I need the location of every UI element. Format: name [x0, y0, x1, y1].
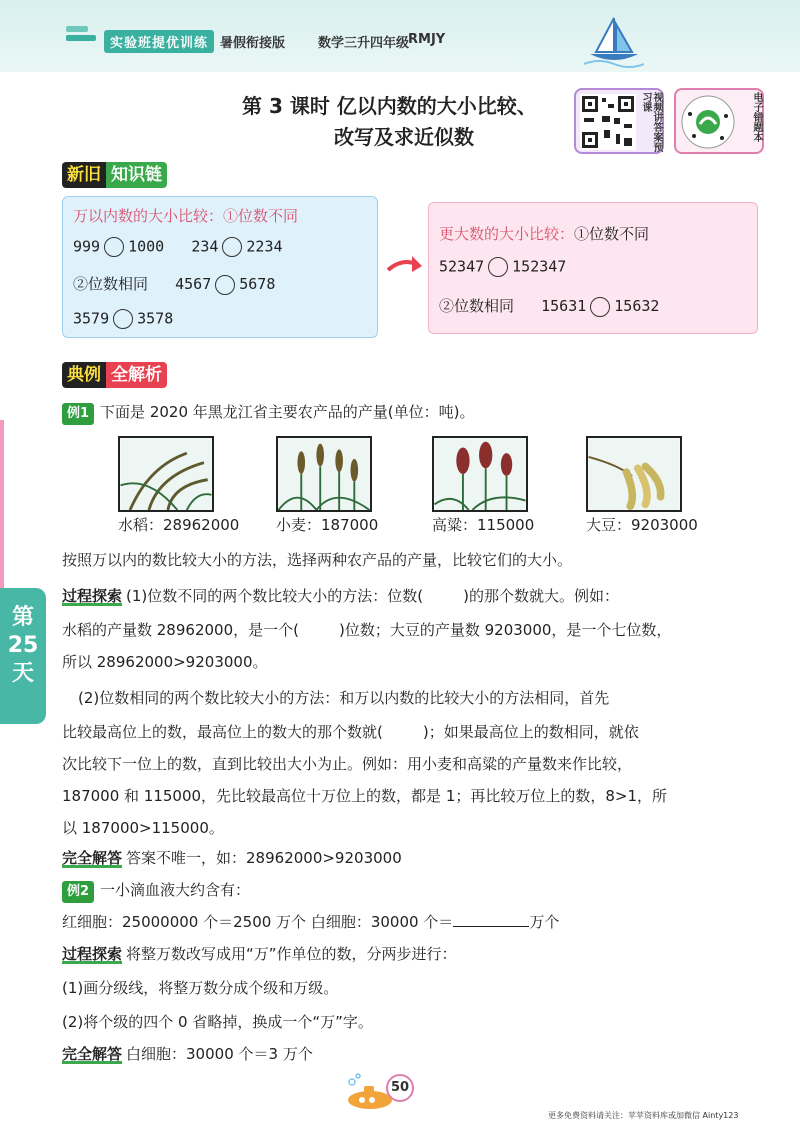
brand-logo-icon: [64, 20, 104, 48]
page-number: 50: [386, 1074, 414, 1102]
number: 234: [191, 237, 219, 256]
example1-question: 按照万以内的数比较大小的方法，选择两种农产品的产量，比较它们的大小。: [62, 551, 573, 569]
example2-step-2: (2)将个级的四个 0 省略掉，换成一个“万”字。: [62, 1013, 373, 1031]
text: 万个: [529, 913, 560, 931]
new-knowledge-box: [428, 202, 758, 334]
row-heading: ②位数相同: [73, 275, 149, 293]
compare-row: [439, 295, 659, 317]
example2-cells-line: [62, 912, 559, 932]
crop-label: 大豆：9203000: [586, 516, 698, 534]
answer-tag: 完全解答: [62, 849, 123, 867]
rice-picture: [118, 436, 214, 512]
compare-circle[interactable]: [113, 309, 133, 329]
sailboat-icon: [584, 14, 644, 68]
number: 3579: [73, 309, 110, 328]
mini-program-code-icon: [680, 94, 736, 150]
side-decor-line: [0, 420, 4, 600]
series-name: 暑假衔接版: [220, 36, 286, 51]
day-tab-line: 第: [11, 605, 34, 630]
qr-label: 视频讲答案预习课: [640, 92, 662, 152]
example2-step-1: (1)画分级线，将整万数分成个级和万级。: [62, 979, 339, 997]
box-heading-row: [439, 223, 649, 244]
old-knowledge-box: [62, 196, 378, 338]
explore-p2-line-4: 187000 和 115000，先比较最高位十万位上的数，都是 1；再比较万位上的数，8>1，所: [62, 787, 668, 805]
box-heading: 更大数的大小比较：: [439, 225, 575, 243]
example1-intro-line: [62, 402, 474, 425]
number: 52347: [439, 257, 485, 276]
qr-code-icon: [580, 94, 636, 150]
number: 1000: [128, 237, 165, 256]
number: 4567: [175, 275, 212, 293]
soybean-picture: [586, 436, 682, 512]
crop-label: 高粱：115000: [432, 516, 535, 534]
explore-p2-line-2: [62, 722, 639, 742]
grade-name: 数学三升四年级: [318, 36, 410, 51]
qr-label: 电子错题本: [751, 92, 762, 142]
number: 3578: [137, 309, 174, 328]
number: 15632: [614, 297, 660, 315]
rice-illustration-icon: [120, 438, 212, 510]
example-intro: 一小滴血液大约含有：: [100, 881, 251, 899]
day-tab-line: 天: [11, 661, 34, 686]
explore-tag: 过程探索: [62, 587, 123, 605]
number: 15631: [541, 297, 587, 315]
example1-answer-line: [62, 848, 402, 868]
text: )；如果最高位上的数相同，就依: [422, 723, 639, 741]
explore-p2-line-1: (2)位数相同的两个数比较大小的方法：和万以内数的比较大小的方法相同，首先: [78, 689, 610, 707]
video-qr-card[interactable]: [574, 88, 664, 154]
row-heading: ②位数相同: [439, 297, 515, 315]
footer-note: 更多免费资料请关注：苹苹资料库或加微信 Ainty123: [548, 1111, 739, 1120]
number: 2234: [246, 237, 283, 256]
badge-part: 全解析: [106, 362, 167, 388]
compare-row: [73, 309, 173, 329]
example-intro: 下面是 2020 年黑龙江省主要农产品的产量(单位：吨)。: [100, 403, 475, 421]
compare-circle[interactable]: [488, 257, 508, 277]
text: (1)位数不同的两个数比较大小的方法：位数(: [126, 587, 424, 605]
lesson-title: 第 3 课时 亿以内数的大小比较、: [242, 94, 537, 118]
explore-line-1: [62, 586, 619, 606]
compare-circle[interactable]: [104, 237, 124, 257]
crop-label: 水稻：28962000: [118, 516, 240, 534]
text: 红细胞：25000000 个＝2500 万个 白细胞：30000 个＝: [62, 913, 454, 931]
explore-tag: 过程探索: [62, 945, 123, 963]
number: 999: [73, 237, 101, 256]
section-badge-examples: [62, 362, 167, 388]
number: 5678: [239, 275, 276, 293]
answer-tag: 完全解答: [62, 1045, 123, 1063]
day-tab: [0, 588, 46, 724]
compare-circle[interactable]: [222, 237, 242, 257]
error-notebook-qr-card[interactable]: [674, 88, 764, 154]
section-badge-knowledge: [62, 162, 167, 188]
text: 水稻的产量数 28962000，是一个(: [62, 621, 299, 639]
number: 152347: [512, 257, 567, 276]
box-heading-rule: ①位数不同: [574, 225, 650, 243]
badge-part: 新旧: [62, 162, 106, 188]
compare-circle[interactable]: [215, 275, 235, 295]
explore-line-2: [62, 620, 671, 640]
explore-p2-line-3: 次比较下一位上的数，直到比较出大小为止。例如：用小麦和高粱的产量数来作比较，: [62, 755, 633, 773]
header-band: [0, 0, 800, 72]
edition-code: RMJY: [408, 32, 446, 47]
compare-row: [439, 257, 566, 277]
brand-name: 实验班提优训练: [104, 30, 214, 53]
answer-text: 白细胞：30000 个＝3 万个: [126, 1045, 313, 1063]
box-heading: 万以内数的大小比较：①位数不同: [73, 207, 299, 225]
text: 将整万数改写成用“万”作单位的数，分两步进行：: [126, 945, 457, 963]
example2-intro-line: [62, 880, 250, 903]
example-tag: 例2: [62, 881, 94, 903]
text: )位数；大豆的产量数 9203000，是一个七位数，: [338, 621, 672, 639]
compare-row: [73, 273, 275, 295]
wheat-illustration-icon: [278, 438, 370, 510]
explore-p2-line-5: 以 187000>115000。: [62, 819, 224, 837]
sorghum-picture: [432, 436, 528, 512]
badge-part: 知识链: [106, 162, 167, 188]
sorghum-illustration-icon: [434, 438, 526, 510]
crop-label: 小麦：187000: [276, 516, 379, 534]
answer-blank[interactable]: [453, 913, 529, 927]
compare-circle[interactable]: [590, 297, 610, 317]
lesson-subtitle: 改写及求近似数: [334, 125, 474, 149]
day-tab-line: 25: [7, 633, 39, 658]
arrow-right-icon: [386, 252, 424, 276]
explore-line-3: 所以 28962000>9203000。: [62, 653, 268, 671]
example2-explore-line: [62, 944, 457, 964]
compare-row: [73, 237, 283, 257]
answer-text: 答案不唯一，如：28962000>9203000: [126, 849, 402, 867]
example2-answer-line: [62, 1044, 313, 1064]
soybean-illustration-icon: [588, 438, 680, 510]
wheat-picture: [276, 436, 372, 512]
badge-part: 典例: [62, 362, 106, 388]
text: )的那个数就大。例如：: [463, 587, 619, 605]
example-tag: 例1: [62, 403, 94, 425]
text: 比较最高位上的数，最高位上的数大的那个数就(: [62, 723, 383, 741]
